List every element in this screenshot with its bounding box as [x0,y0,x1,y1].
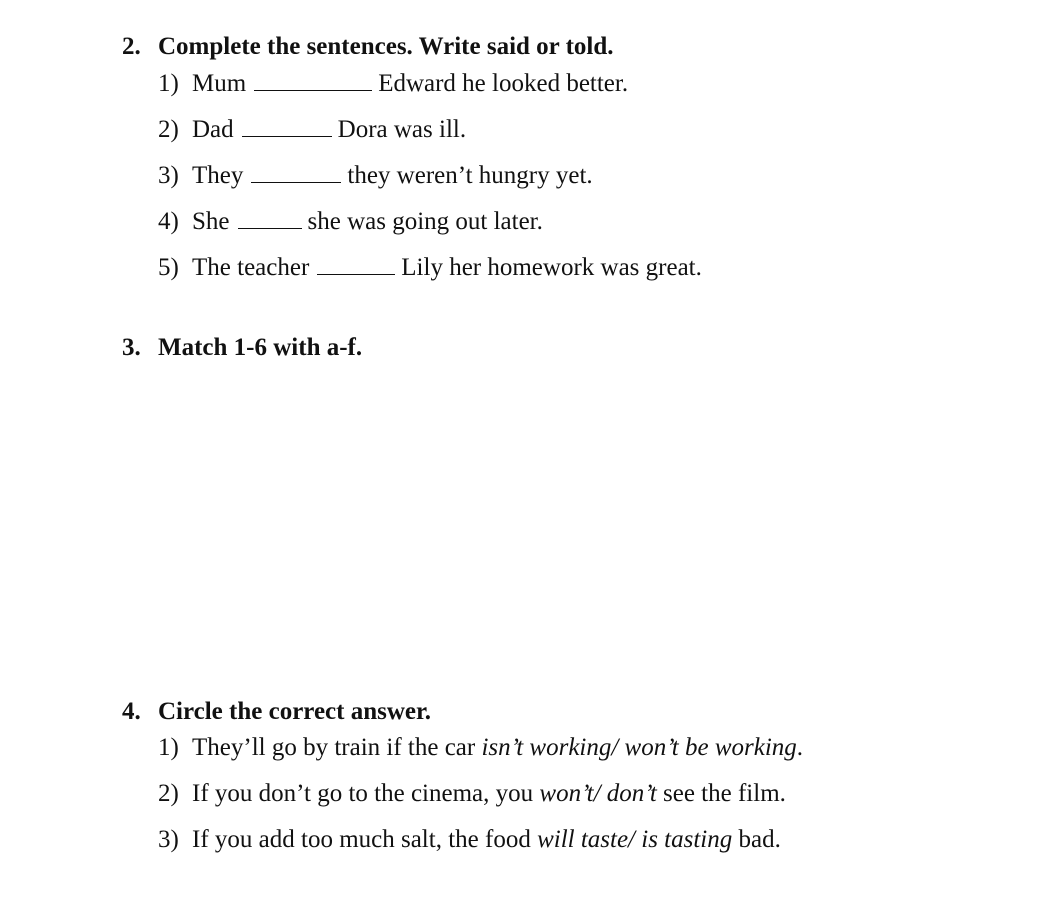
answer-blank[interactable] [254,68,372,91]
item-text-after: see the film. [656,780,786,807]
answer-blank[interactable] [242,114,332,137]
item-number: 1) [158,70,179,97]
item-text-after: she was going out later. [307,208,543,235]
section-3-number: 3. [122,334,141,361]
item-text-after: Dora was ill. [337,116,467,143]
section-3-title: Match 1-6 with a-f. [158,334,363,361]
exercise-2-item-2 [158,114,466,145]
section-4-title: Circle the correct answer. [158,698,432,725]
item-text-before: Mum [192,70,247,97]
exercise-2-item-1 [158,68,628,99]
item-text-after: bad. [732,826,781,853]
item-text-after: Edward he looked better. [378,70,629,97]
exercise-2-item-5 [158,252,702,283]
item-number: 1) [158,734,179,761]
section-2-heading [122,32,614,62]
answer-blank[interactable] [317,252,395,275]
item-text-before: If you add too much salt, the food [192,826,538,853]
exercise-4-item-2 [158,779,786,809]
item-number: 2) [158,116,179,143]
answer-options[interactable]: isn’t working/ won’t be working [481,734,797,761]
section-4-number: 4. [122,698,141,725]
item-number: 4) [158,208,179,235]
item-text-before: They [192,162,244,189]
exercise-4-item-3 [158,825,781,855]
item-number: 3) [158,162,179,189]
answer-options[interactable]: won’t/ don’t [539,780,657,807]
answer-blank[interactable] [251,160,341,183]
item-text-before: They’ll go by train if the car [192,734,482,761]
item-text-before: If you don’t go to the cinema, you [192,780,540,807]
item-number: 3) [158,826,179,853]
answer-blank[interactable] [238,206,302,229]
item-text-after: they weren’t hungry yet. [347,162,593,189]
item-text-before: The teacher [192,254,310,281]
item-number: 5) [158,254,179,281]
exercise-2-item-3 [158,160,593,191]
answer-options[interactable]: will taste/ is tasting [537,826,733,853]
section-2-number: 2. [122,33,141,60]
section-2-title: Complete the sentences. Write said or told. [158,33,614,60]
item-text-after: . [796,734,804,761]
exercise-4-item-1 [158,733,803,763]
item-number: 2) [158,780,179,807]
item-text-after: Lily her homework was great. [401,254,702,281]
exercise-2-item-4 [158,206,543,237]
section-3-heading [122,333,362,363]
section-4-heading [122,697,431,727]
item-text-before: She [192,208,230,235]
item-text-before: Dad [192,116,234,143]
